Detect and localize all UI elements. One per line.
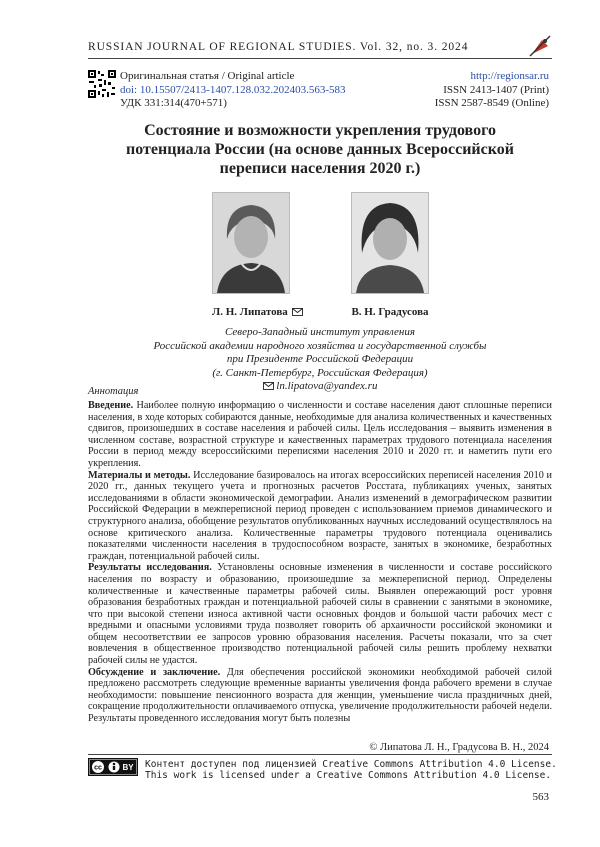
article-meta bbox=[120, 70, 346, 111]
author-email[interactable]: ln.lipatova@yandex.ru bbox=[276, 380, 378, 392]
website-link[interactable]: http://regionsar.ru bbox=[470, 70, 549, 82]
article-title bbox=[88, 121, 552, 178]
page-number: 563 bbox=[532, 791, 549, 803]
author-name: В. Н. Градусова bbox=[351, 306, 429, 318]
section-text: Установлены основные изменения в численности и составе российского населения по возрасту и образованию, произошедшие за межпереписной период. Определены количественные и качественные параметры рабочей силы. Выявлен опережающий рост уровня образования безработных граждан и потенциальной рабочей силы в сравнении с занятыми в экономике, что при высокой степени износа активной части основных фондов и большой части рабочих мест с вредными и опасными условиями труда позволяет говорить об архаичности российской экономики и общем несоответствии ее запросов уровню образования населения. Расчеты показали, что за счет вовлечения в общественное производство потенциальной рабочей силы решить проблему нехватки рабочей силы не удастся. bbox=[88, 562, 552, 667]
issn-online: ISSN 2587-8549 (Online) bbox=[434, 97, 549, 109]
envelope-icon[interactable] bbox=[292, 308, 303, 316]
author-name: Л. Н. Липатова bbox=[212, 306, 288, 318]
license-en: This work is licensed under a Creative Commons Attribution 4.0 License. bbox=[145, 770, 552, 781]
affiliation-line: Российской академии народного хозяйства и государственной службы bbox=[153, 339, 487, 352]
section-head: Материалы и методы. bbox=[88, 469, 191, 481]
by-symbol: BY bbox=[122, 763, 134, 772]
journal-ids bbox=[435, 70, 549, 111]
abstract-discussion bbox=[88, 667, 552, 725]
section-text: Наиболее полную информацию о численности и составе населения дают сплошные переписи населения, в ходе которых собираются данные, необходимые для анализа количественных и качественных сдвигов, произошедших в составе населения и рабочей силы. Цель исследования – выявить изменения в численном составе, возрастной структуре и качественных параметрах трудового потенциала населения России в период между всероссийскими переписями населения 2010 и 2020 гг. и наметить пути его укрепления. bbox=[88, 400, 552, 469]
title-line: переписи населения 2020 г.) bbox=[219, 160, 421, 177]
section-head: Обсуждение и заключение. bbox=[88, 666, 221, 678]
abstract-methods bbox=[88, 470, 552, 563]
qr-code-icon[interactable] bbox=[88, 70, 116, 98]
article-type: Оригинальная статья / Original article bbox=[120, 70, 295, 82]
cc-symbol: cc bbox=[94, 764, 102, 772]
journal-logo-icon bbox=[528, 34, 552, 58]
issn-print: ISSN 2413-1407 (Print) bbox=[443, 83, 549, 96]
author-1 bbox=[212, 306, 312, 318]
header-rule bbox=[88, 58, 552, 59]
email-row bbox=[88, 380, 552, 394]
affiliation-line: Северо-Западный институт управления bbox=[225, 326, 415, 338]
title-line: потенциала России (на основе данных Всероссийской bbox=[126, 141, 514, 158]
author-photo-lipatova bbox=[212, 192, 290, 294]
author-2 bbox=[340, 306, 440, 318]
section-head: Результаты исследования. bbox=[88, 562, 212, 574]
journal-running-header: RUSSIAN JOURNAL OF REGIONAL STUDIES. Vol. 32, no. 3. 2024 bbox=[88, 41, 469, 53]
udc-code: УДК 331:314(470+571) bbox=[120, 97, 227, 109]
affiliation bbox=[88, 326, 552, 394]
abstract-label: Аннотация bbox=[88, 386, 139, 397]
doi-link[interactable]: doi: 10.15507/2413-1407.128.032.202403.563-583 bbox=[120, 83, 346, 96]
section-text: Исследование базировалось на итогах всероссийских переписей населения 2010 и 2020 гг., данных текущего учета и прогнозных расчетов Росстата, публикациях ученых, занятых исследованиями в области экономической демографии. Анализ изменений в демографическом развитии Российской Федерации в межпереписной период проведен с использованием приемов динамического и структурного анализа, обобщение результатов опубликованных научных исследований осуществлялось на основе критического анализа. Количественные параметры трудового потенциала оценивались показателями численности населения в трудоспособном возрасте, занятых в экономике, безработных граждан, потенциальной рабочей силы. bbox=[88, 469, 552, 562]
footer-rule bbox=[88, 754, 552, 755]
cc-by-license-badge[interactable] bbox=[88, 758, 138, 776]
abstract-body bbox=[88, 400, 552, 725]
affiliation-line: при Президенте Российской Федерации bbox=[226, 353, 414, 365]
abstract-results bbox=[88, 562, 552, 666]
section-text: Для обеспечения российской экономики необходимой рабочей силой предложено рассмотреть следующие вре́менные варианты увеличения фонда рабочего времени в случае необходимости: повышение пенсионного возраста для женщин, уменьшение числа праздничных дней, сокращение продолжительности оплачиваемого отпуска, увеличение продолжительности рабочей недели. Результаты проведенного исследования могут быть полезны bbox=[88, 666, 553, 725]
title-line: Состояние и возможности укрепления трудового bbox=[144, 122, 496, 139]
abstract-intro bbox=[88, 400, 552, 470]
license-text bbox=[145, 759, 557, 781]
envelope-icon bbox=[263, 382, 274, 390]
author-photo-gradusova bbox=[351, 192, 429, 294]
license-ru: Контент доступен под лицензией Creative Commons Attribution 4.0 License. bbox=[145, 759, 557, 770]
section-head: Введение. bbox=[88, 400, 134, 411]
affiliation-line: (г. Санкт-Петербург, Российская Федерация) bbox=[212, 366, 428, 379]
copyright-notice: © Липатова Л. Н., Градусова В. Н., 2024 bbox=[369, 742, 549, 753]
